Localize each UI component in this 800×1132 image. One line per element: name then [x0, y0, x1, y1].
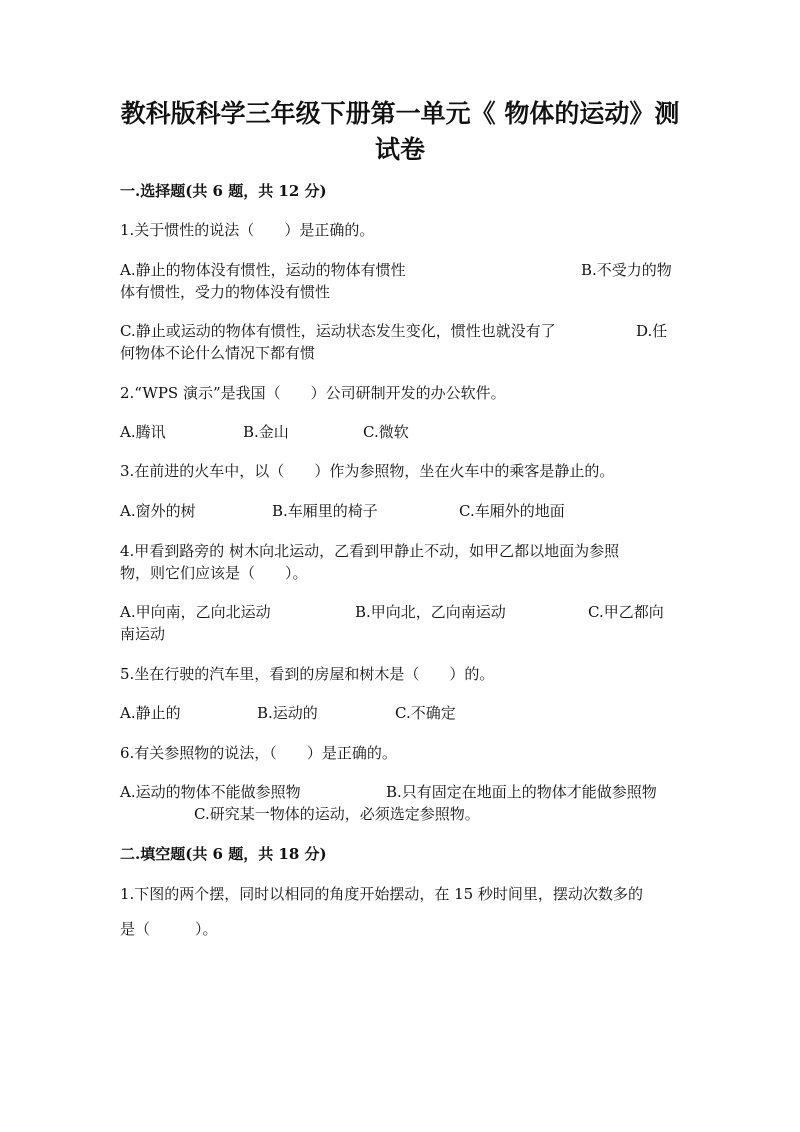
question-4-option-c-cont: 南运动 [120, 625, 166, 643]
section-heading-fill: 二.填空题(共 6 题，共 18 分) [120, 845, 327, 863]
question-4-stem-line-2: 物，则它们应该是（ ）。 [120, 564, 308, 582]
title-line-2: 试卷 [374, 135, 425, 164]
question-2-option-c: C.微软 [363, 423, 409, 441]
page-title [100, 96, 700, 168]
question-6-stem: 6.有关参照物的说法，（ ）是正确的。 [120, 744, 397, 762]
question-5-option-c: C.不确定 [395, 704, 456, 722]
question-6-option-b: B.只有固定在地面上的物体才能做参照物 [386, 783, 657, 801]
question-6-option-c: C.研究某一物体的运动，必须选定参照物。 [194, 805, 480, 823]
fill-question-1-line-1: 1.下图的两个摆，同时以相同的角度开始摆动，在 15 秒时间里，摆动次数多的 [120, 885, 643, 903]
question-5-option-a: A.静止的 [120, 704, 181, 722]
question-1-option-a: A.静止的物体没有惯性，运动的物体有惯性 [120, 261, 406, 279]
question-5-option-b: B.运动的 [257, 704, 318, 722]
question-2-option-b: B.金山 [243, 423, 289, 441]
fill-question-1-line-2: 是（ ）。 [120, 920, 218, 938]
question-3-option-a: A.窗外的树 [120, 502, 196, 520]
question-1-option-d: D.任 [636, 322, 668, 340]
question-1-option-b-cont: 体有惯性，受力的物体没有惯性 [120, 283, 331, 301]
question-3-stem: 3.在前进的火车中，以（ ）作为参照物，坐在火车中的乘客是静止的。 [120, 462, 615, 480]
question-2-stem: 2.“WPS 演示”是我国（ ）公司研制开发的办公软件。 [120, 384, 506, 402]
section-heading-choice: 一.选择题(共 6 题，共 12 分) [120, 182, 327, 200]
question-1-stem: 1.关于惯性的说法（ ）是正确的。 [120, 221, 375, 239]
question-3-option-c: C.车厢外的地面 [459, 502, 565, 520]
question-1-option-d-cont: 何物体不论什么情况下都有惯 [120, 344, 316, 362]
question-4-option-c: C.甲乙都向 [588, 603, 664, 621]
question-1-option-b: B.不受力的物 [581, 261, 672, 279]
question-5-stem: 5.坐在行驶的汽车里，看到的房屋和树木是（ ）的。 [120, 665, 495, 683]
question-6-option-a: A.运动的物体不能做参照物 [120, 783, 301, 801]
question-2-option-a: A.腾讯 [120, 423, 166, 441]
question-4-option-b: B.甲向北，乙向南运动 [355, 603, 506, 621]
question-4-option-a: A.甲向南，乙向北运动 [120, 603, 271, 621]
title-line-1: 教科版科学三年级下册第一单元《 物体的运动》测 [120, 99, 680, 128]
question-1-option-c: C.静止或运动的物体有惯性，运动状态发生变化，惯性也就没有了 [120, 322, 556, 340]
question-4-stem-line-1: 4.甲看到路旁的 树木向北运动，乙看到甲静止不动，如甲乙都以地面为参照 [120, 542, 620, 560]
question-3-option-b: B.车厢里的椅子 [272, 502, 378, 520]
